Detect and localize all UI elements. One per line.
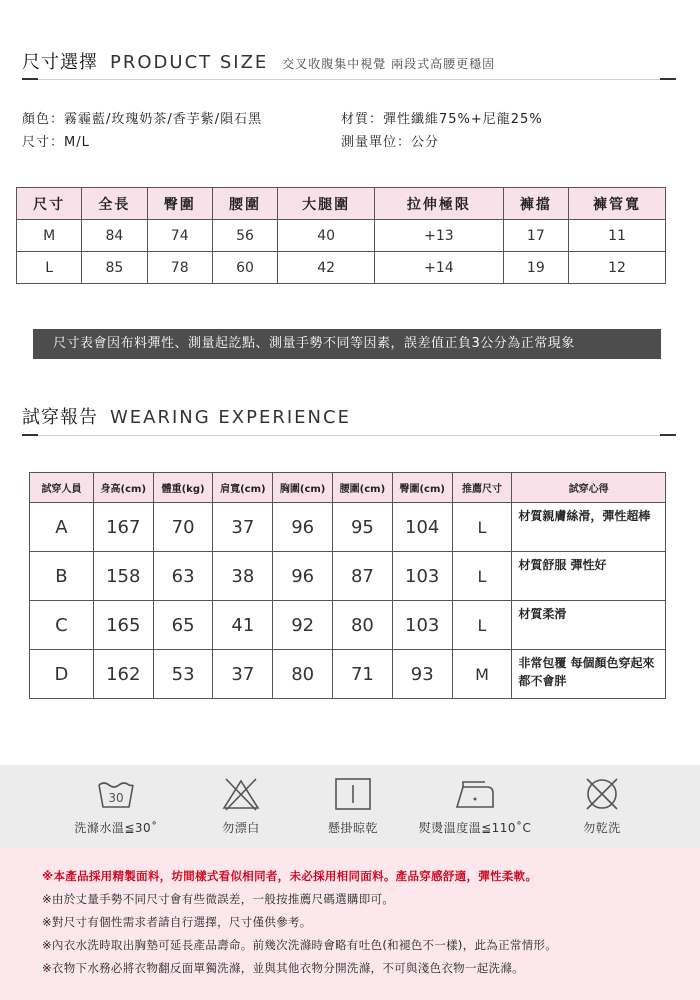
tester-id: C <box>30 601 94 650</box>
hip-cell: 104 <box>392 503 452 552</box>
bust-cell: 96 <box>273 552 333 601</box>
care-item-wash <box>51 777 181 836</box>
care-instructions-bar <box>0 765 700 847</box>
fit-comment: 非常包覆 每個顏色穿起來都不會胖 <box>512 650 666 699</box>
care-label: 勿乾洗 <box>583 821 621 835</box>
size-cell: +13 <box>375 220 504 252</box>
size-cell: 85 <box>82 252 147 284</box>
size-table-header-cell: 大腿圍 <box>278 188 375 220</box>
shoulder-cell: 38 <box>213 552 273 601</box>
wash-30-icon <box>96 777 136 811</box>
weight-cell: 63 <box>153 552 213 601</box>
wash-temp-text: 30 <box>108 791 124 805</box>
wear-header-cell: 試穿心得 <box>512 473 666 503</box>
wearing-table <box>29 472 666 699</box>
note-line: ※對尺寸有個性需求者請自行選擇，尺寸僅供參考。 <box>42 915 312 929</box>
waist-cell: 87 <box>333 552 393 601</box>
waist-cell: 80 <box>333 601 393 650</box>
shoulder-cell: 37 <box>213 650 273 699</box>
tester-id: A <box>30 503 94 552</box>
iron-low-icon <box>453 777 497 811</box>
bust-cell: 96 <box>273 503 333 552</box>
table-row <box>17 220 666 252</box>
size-cell: 40 <box>278 220 375 252</box>
hang-dry-icon <box>333 777 373 811</box>
size-info: 尺寸：M/L <box>22 135 90 150</box>
size-cell: 11 <box>568 220 665 252</box>
no-tumble-dry-icon <box>582 777 622 811</box>
table-row <box>30 503 666 552</box>
recommended-size: L <box>452 601 512 650</box>
care-label: 勿漂白 <box>222 821 260 835</box>
size-cell: 60 <box>212 252 277 284</box>
wear-header-cell: 體重(kg) <box>153 473 213 503</box>
shoulder-cell: 41 <box>213 601 273 650</box>
size-cell: 74 <box>147 220 212 252</box>
height-cell: 167 <box>93 503 153 552</box>
fit-comment: 材質親膚絲滑，彈性超棒 <box>512 503 666 552</box>
color-info: 顏色：霧霾藍/玫瑰奶茶/香芋紫/隕石黑 <box>22 112 263 127</box>
hip-cell: 103 <box>392 601 452 650</box>
recommended-size: M <box>452 650 512 699</box>
material-info: 材質：彈性纖維75%+尼龍25% <box>341 112 543 127</box>
fit-comment: 材質柔滑 <box>512 601 666 650</box>
tester-id: B <box>30 552 94 601</box>
wearing-table-header <box>30 473 666 503</box>
size-cell: 12 <box>568 252 665 284</box>
wear-header-cell: 胸圍(cm) <box>273 473 333 503</box>
weight-cell: 65 <box>153 601 213 650</box>
recommended-size: L <box>452 503 512 552</box>
recommended-size: L <box>452 552 512 601</box>
wear-header-cell: 推薦尺寸 <box>452 473 512 503</box>
size-table-header-cell: 褲擋 <box>503 188 568 220</box>
size-table-header <box>17 188 666 220</box>
size-cell: M <box>17 220 82 252</box>
height-cell: 158 <box>93 552 153 601</box>
wear-section-divider <box>22 435 676 436</box>
care-item-dryclean <box>537 777 667 836</box>
care-item-iron <box>410 777 540 836</box>
size-cell: L <box>17 252 82 284</box>
weight-cell: 70 <box>153 503 213 552</box>
wear-title-en: WEARING EXPERIENCE <box>110 407 351 428</box>
care-item-hang <box>288 777 418 836</box>
fit-comment: 材質舒服 彈性好 <box>512 552 666 601</box>
hip-cell: 103 <box>392 552 452 601</box>
wear-header-cell: 身高(cm) <box>93 473 153 503</box>
size-title-zh: 尺寸選擇 <box>22 52 98 73</box>
wear-header-cell: 腰圍(cm) <box>333 473 393 503</box>
size-table-header-cell: 尺寸 <box>17 188 82 220</box>
height-cell: 165 <box>93 601 153 650</box>
size-cell: 17 <box>503 220 568 252</box>
care-item-bleach <box>176 777 306 836</box>
wear-section-title <box>22 403 351 429</box>
size-table-header-cell: 全長 <box>82 188 147 220</box>
size-cell: 56 <box>212 220 277 252</box>
table-row <box>30 552 666 601</box>
no-bleach-icon <box>221 777 261 811</box>
care-label: 熨燙溫度溫≦110˚C <box>418 821 532 835</box>
size-table-header-cell: 臀圍 <box>147 188 212 220</box>
waist-cell: 95 <box>333 503 393 552</box>
size-table-header-cell: 褲管寬 <box>568 188 665 220</box>
note-line: ※衣物下水務必將衣物翻反面單獨洗滌，並與其他衣物分開洗滌，不可與淺色衣物一起洗滌。 <box>42 961 524 975</box>
unit-info: 測量單位：公分 <box>341 135 440 150</box>
table-row <box>30 650 666 699</box>
height-cell: 162 <box>93 650 153 699</box>
size-tagline: 交叉收腹集中視覺 兩段式高腰更穩固 <box>282 57 496 71</box>
fabric-highlight-note: ※本產品採用精製面料，坊間樣式看似相同者，未必採用相同面料。產品穿感舒適，彈性柔軟。 <box>42 869 538 883</box>
care-label: 懸掛晾乾 <box>327 821 378 835</box>
product-notes <box>0 847 700 1000</box>
weight-cell: 53 <box>153 650 213 699</box>
wear-header-cell: 試穿人員 <box>30 473 94 503</box>
size-table-header-cell: 拉伸極限 <box>375 188 504 220</box>
tester-id: D <box>30 650 94 699</box>
size-section-divider <box>22 79 676 80</box>
size-notice-banner: 尺寸表會因布料彈性、測量起訖點、測量手勢不同等因素，誤差值正負3公分為正常現象 <box>33 329 661 359</box>
note-line: ※內衣水洗時取出胸墊可延長產品壽命。前幾次洗滌時會略有吐色(和褪色不一樣)，此為正常情形。 <box>42 938 558 952</box>
hip-cell: 93 <box>392 650 452 699</box>
note-line: ※由於丈量手勢不同尺寸會有些微誤差，一般按推薦尺碼選購即可。 <box>42 892 395 906</box>
size-cell: +14 <box>375 252 504 284</box>
size-title-en: PRODUCT SIZE <box>110 52 269 73</box>
waist-cell: 71 <box>333 650 393 699</box>
size-table-header-cell: 腰圍 <box>212 188 277 220</box>
size-cell: 42 <box>278 252 375 284</box>
wear-header-cell: 臀圍(cm) <box>392 473 452 503</box>
size-cell: 84 <box>82 220 147 252</box>
wear-title-zh: 試穿報告 <box>22 407 98 428</box>
table-row <box>17 252 666 284</box>
bust-cell: 80 <box>273 650 333 699</box>
size-table <box>16 187 666 284</box>
shoulder-cell: 37 <box>213 503 273 552</box>
wear-header-cell: 肩寬(cm) <box>213 473 273 503</box>
size-cell: 19 <box>503 252 568 284</box>
size-cell: 78 <box>147 252 212 284</box>
bust-cell: 92 <box>273 601 333 650</box>
size-section-title <box>22 48 495 74</box>
table-row <box>30 601 666 650</box>
care-label: 洗滌水溫≦30˚ <box>74 821 158 835</box>
